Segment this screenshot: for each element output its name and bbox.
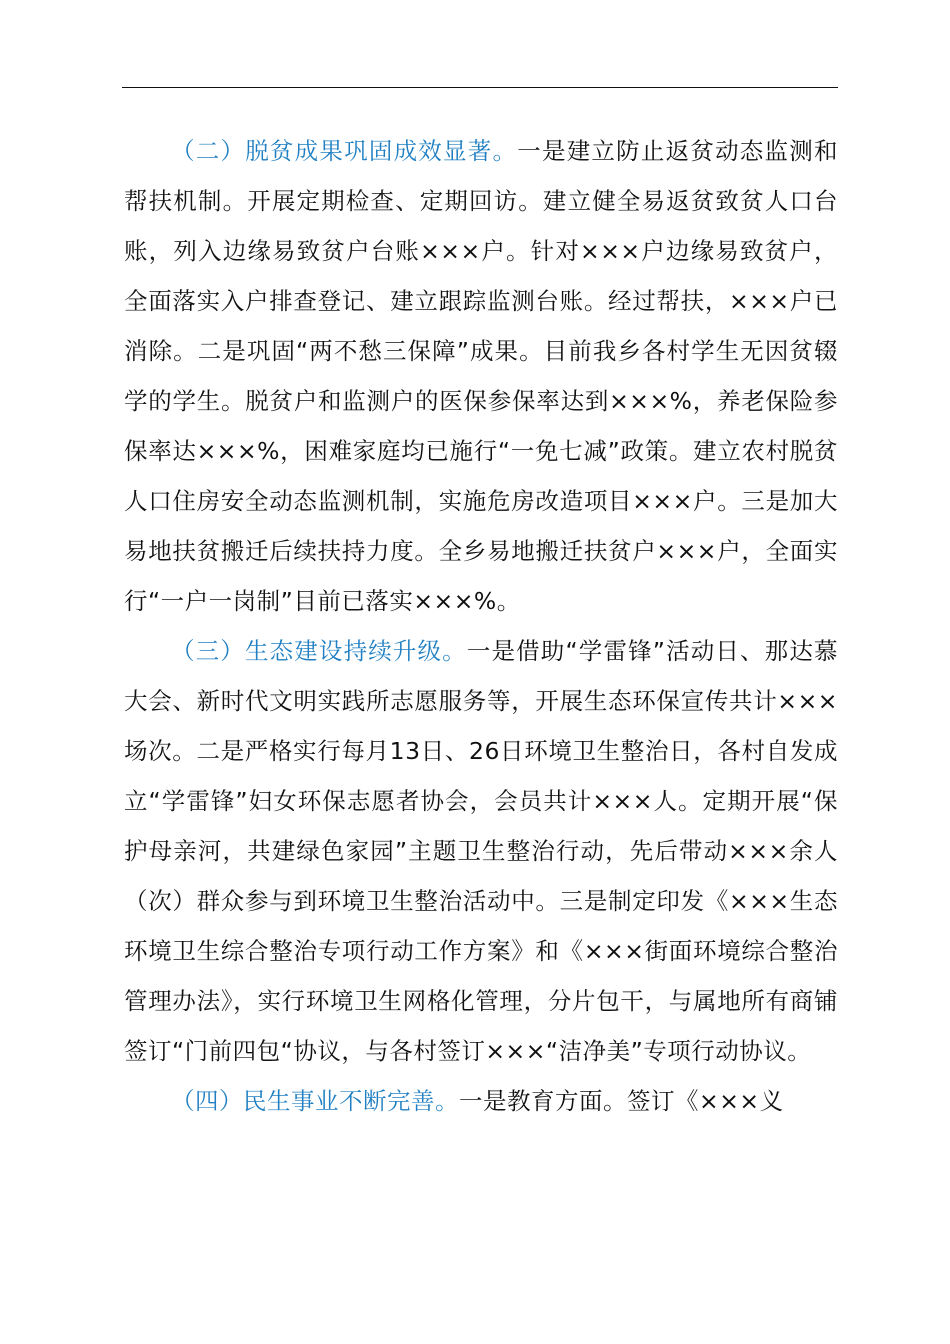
section-body-poverty-alleviation: 一是建立防止返贫动态监测和帮扶机制。开展定期检查、定期回访。建立健全易返贫致贫人口台账，列入边缘易致贫户台账×××户。针对×××户边缘易致贫户，全面落实入户排查登记、建立跟踪监测台账。经过帮扶，×××户已消除。二是巩固“两不愁三保障”成果。目前我乡各村学生无因贫辍学的学生。脱贫户和监测户的医保参保率达到×××%，养老保险参保率达×××%，困难家庭均已施行“一免七减”政策。建立农村脱贫人口住房安全动态监测机制，实施危房改造项目×××户。三是加大易地扶贫搬迁后续扶持力度。全乡易地搬迁扶贫户×××户，全面实行“一户一岗制”目前已落实×××%。 <box>124 137 839 615</box>
document-body <box>124 126 838 1126</box>
section-heading-livelihood: （四）民生事业不断完善。 <box>171 1087 459 1115</box>
header-rule <box>122 87 838 88</box>
section-heading-ecology: （三）生态建设持续升级。 <box>171 637 467 665</box>
paragraph-poverty-alleviation <box>124 126 838 626</box>
paragraph-livelihood <box>124 1076 838 1126</box>
section-body-livelihood: 一是教育方面。签订《×××义 <box>459 1087 784 1115</box>
section-heading-poverty-alleviation: （二）脱贫成果巩固成效显著。 <box>171 137 518 165</box>
paragraph-ecology <box>124 626 838 1076</box>
section-body-ecology: 一是借助“学雷锋”活动日、那达慕大会、新时代文明实践所志愿服务等，开展生态环保宣传共计×××场次。二是严格实行每月13日、26日环境卫生整治日，各村自发成立“学雷锋”妇女环保志愿者协会，会员共计×××人。定期开展“保护母亲河，共建绿色家园”主题卫生整治行动，先后带动×××余人（次）群众参与到环境卫生整治活动中。三是制定印发《×××生态环境卫生综合整治专项行动工作方案》和《×××街面环境综合整治管理办法》，实行环境卫生网格化管理，分片包干，与属地所有商铺签订“门前四包“协议，与各村签订×××“洁净美”专项行动协议。 <box>124 637 838 1065</box>
